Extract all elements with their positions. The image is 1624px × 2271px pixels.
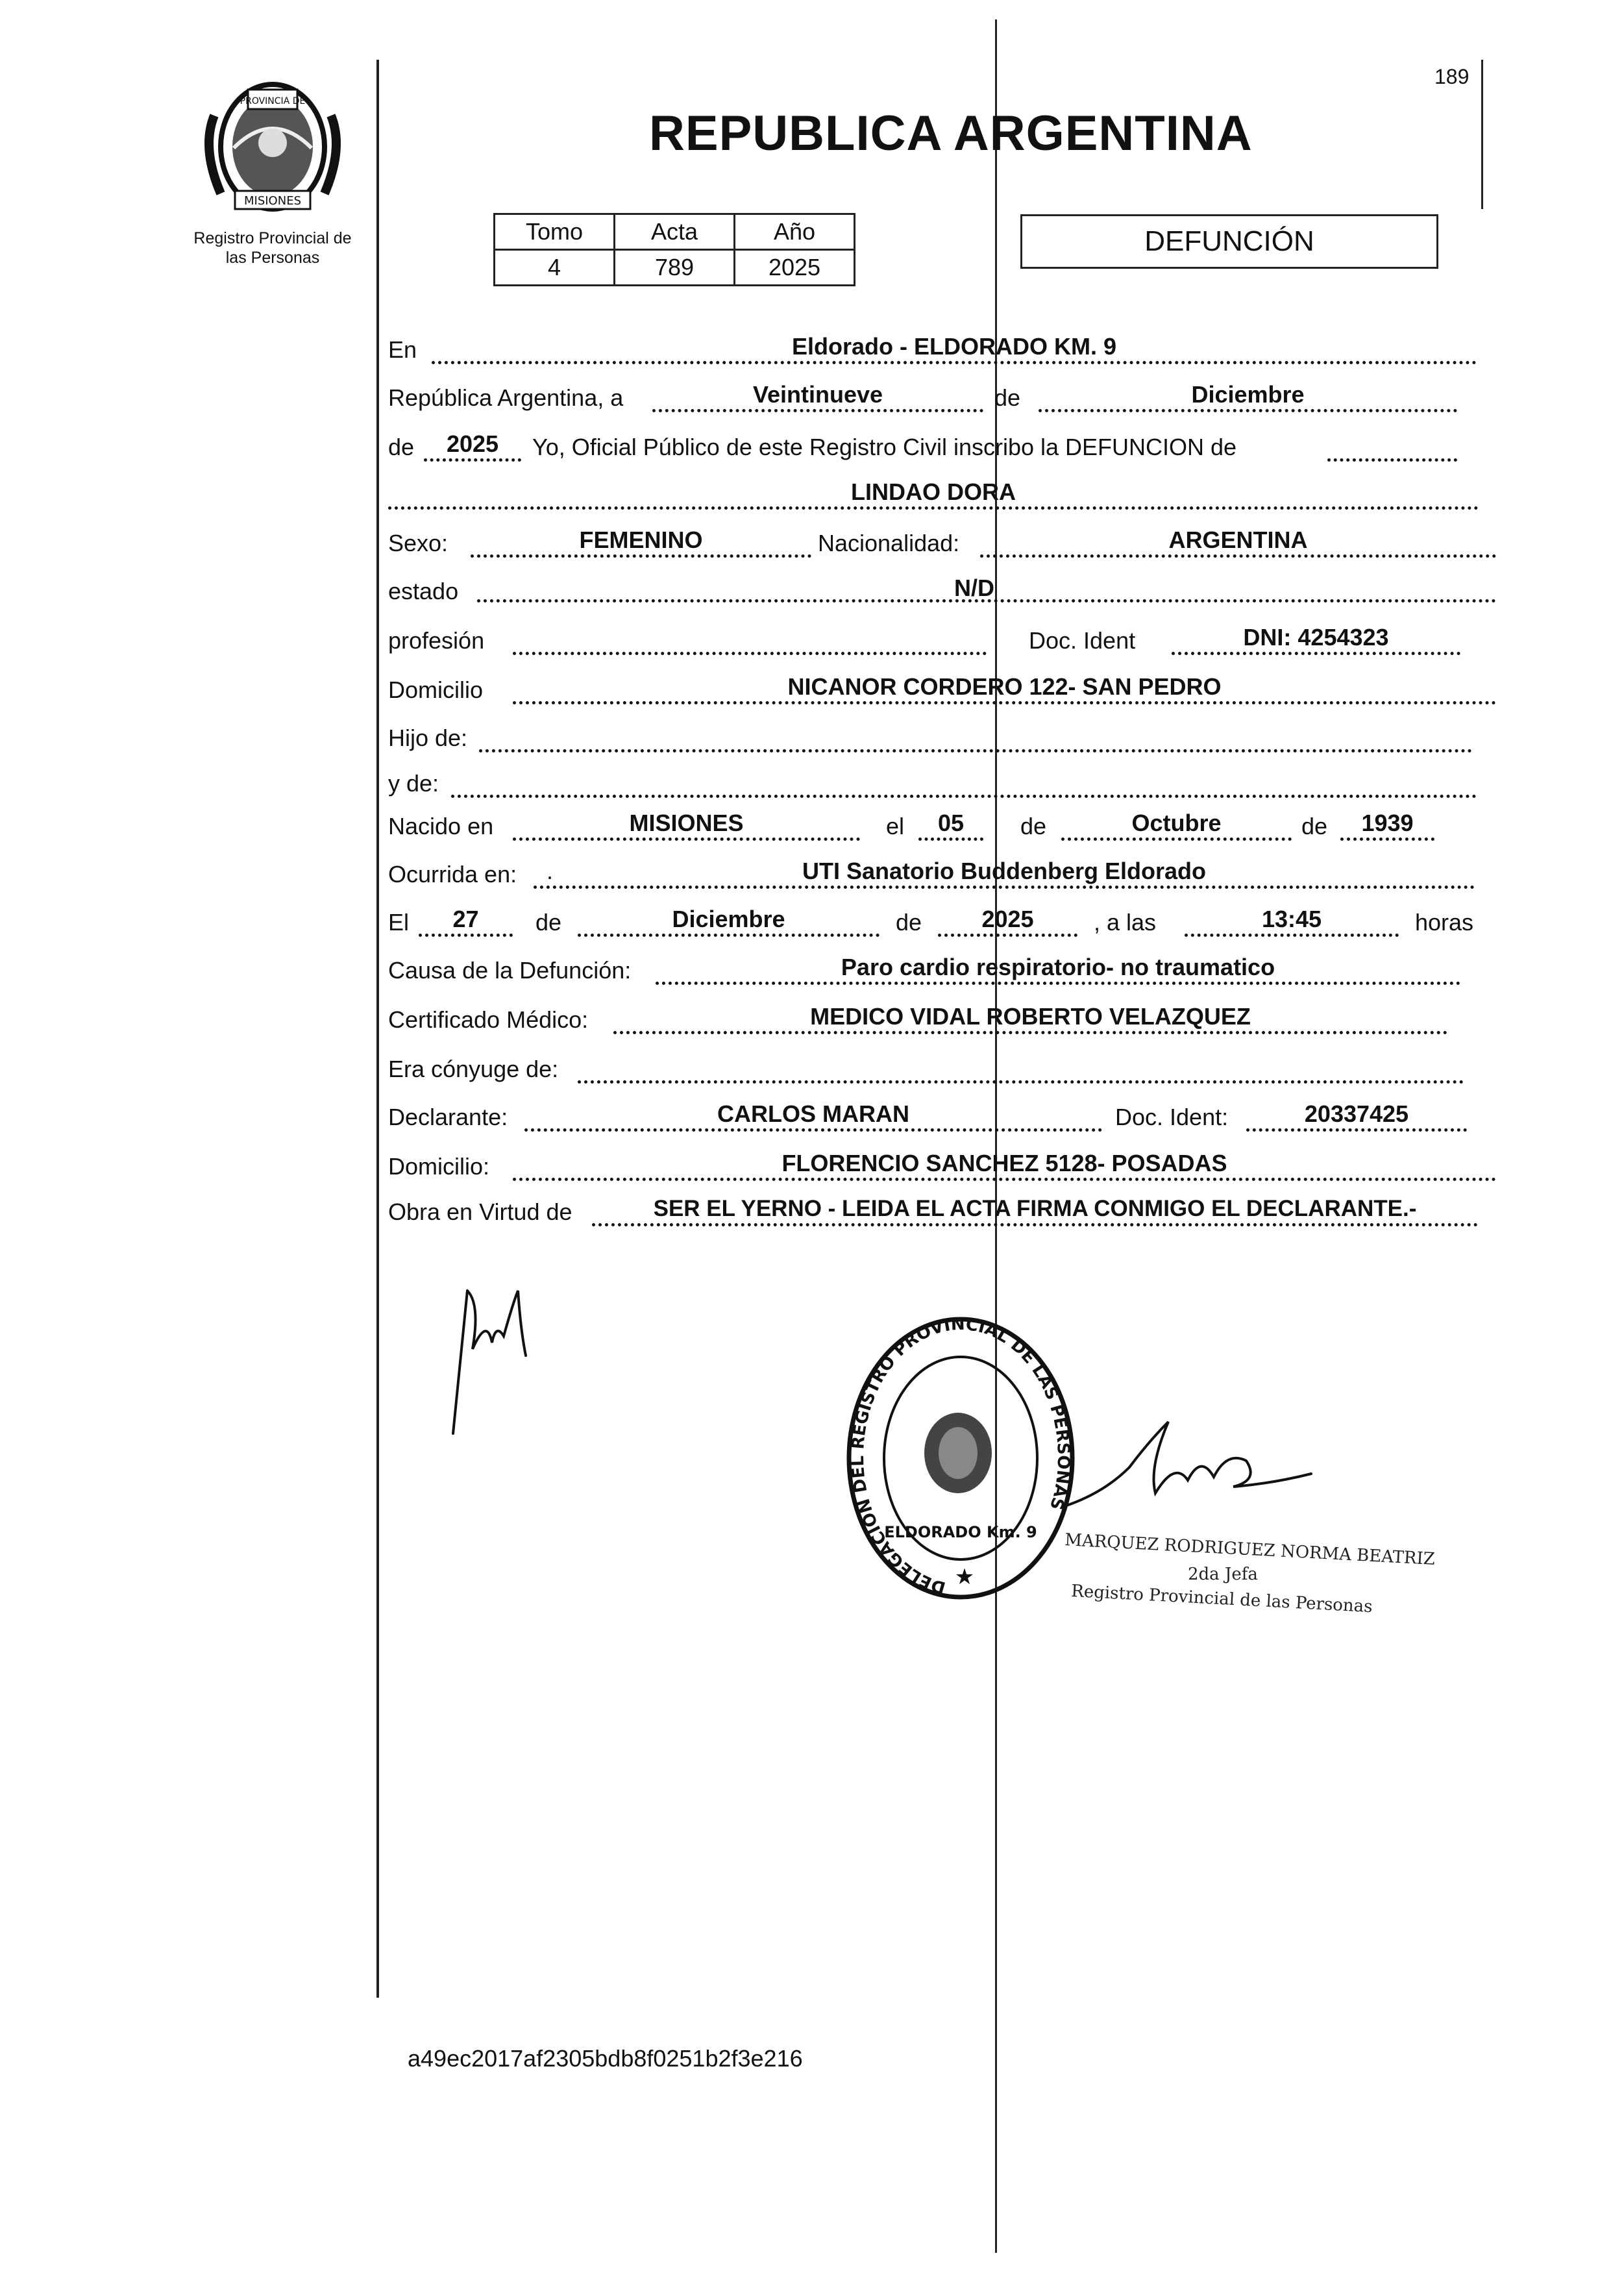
- signature-office: Registro Provincial de las Personas: [1070, 1581, 1373, 1617]
- margin-line-left: [376, 60, 379, 1998]
- field-causa: Paro cardio respiratorio- no traumatico: [656, 953, 1460, 985]
- field-lugar: Eldorado - ELDORADO KM. 9: [432, 332, 1477, 364]
- label-en: En: [388, 336, 417, 363]
- label-sexo: Sexo:: [388, 530, 449, 556]
- label-causa: Causa de la Defunción:: [388, 957, 632, 984]
- label-nacido-en: Nacido en: [388, 813, 494, 839]
- field-nac-dia: 05: [918, 809, 983, 841]
- label-obra: Obra en Virtud de: [388, 1198, 572, 1225]
- field-y-de: [451, 766, 1477, 798]
- signature-registrar: [1052, 1415, 1324, 1513]
- signature-official: [441, 1278, 545, 1440]
- stamp-inner-text: ELDORADO Km. 9: [884, 1523, 1037, 1541]
- stamp-star-icon: ★: [954, 1564, 975, 1590]
- field-nombre: LINDAO DORA: [388, 478, 1479, 510]
- label-oficial: Yo, Oficial Público de este Registro Civil inscribo la DEFUNCION de: [532, 434, 1237, 460]
- label-de-1: de: [994, 384, 1021, 411]
- registry-value-anio: 2025: [735, 250, 855, 286]
- registry-table: [493, 213, 855, 286]
- label-estado: estado: [388, 578, 459, 604]
- field-doc-ident: DNI: 4254323: [1172, 623, 1460, 655]
- field-mes: Diciembre: [1039, 380, 1457, 412]
- field-estado: N/D: [477, 574, 1496, 602]
- label-conyuge: Era cónyuge de:: [388, 1056, 559, 1082]
- field-nacionalidad: ARGENTINA: [980, 526, 1496, 558]
- label-de-5: de: [535, 909, 562, 936]
- stamp-ring-text: DELEGACIÓN DEL REGISTRO PROVINCIAL DE LAS PERSONAS: [848, 1317, 1074, 1598]
- label-de-4: de: [1301, 813, 1328, 839]
- field-domicilio: NICANOR CORDERO 122- SAN PEDRO: [513, 673, 1496, 704]
- margin-line-right: [1481, 60, 1483, 209]
- registry-header-anio: Año: [735, 214, 855, 250]
- field-decl-domicilio: FLORENCIO SANCHEZ 5128- POSADAS: [513, 1149, 1496, 1181]
- field-decl-doc: 20337425: [1246, 1100, 1467, 1132]
- field-hijo-de: [479, 721, 1472, 752]
- field-sexo: FEMENINO: [471, 526, 811, 558]
- registry-value-tomo: 4: [495, 250, 615, 286]
- seal-bottom-text: MISIONES: [243, 194, 302, 208]
- field-certificado: MEDICO VIDAL ROBERTO VELAZQUEZ: [613, 1002, 1447, 1034]
- registry-header-row: [495, 214, 855, 250]
- label-republica: República Argentina, a: [388, 384, 624, 411]
- label-declarante: Declarante:: [388, 1104, 508, 1130]
- label-horas: horas: [1415, 909, 1474, 936]
- label-y-de: y de:: [388, 770, 439, 797]
- label-doc-ident-2: Doc. Ident:: [1115, 1104, 1229, 1130]
- label-de-2: de: [388, 434, 415, 460]
- field-def-dia: 27: [419, 905, 513, 937]
- label-certificado: Certificado Médico:: [388, 1006, 589, 1033]
- record-type-box: DEFUNCIÓN: [1020, 214, 1438, 269]
- provincial-seal: [195, 70, 351, 219]
- field-profesion: [513, 623, 987, 655]
- signature-name: MARQUEZ RODRIGUEZ NORMA BEATRIZ: [1064, 1530, 1436, 1569]
- field-def-anio: 2025: [938, 905, 1077, 937]
- document-hash: a49ec2017af2305bdb8f0251b2f3e216: [408, 2045, 803, 2072]
- page-number: 189: [1434, 65, 1470, 88]
- registry-header-acta: Acta: [615, 214, 735, 250]
- label-el-2: El: [388, 909, 410, 936]
- field-nac-mes: Octubre: [1061, 809, 1292, 841]
- signature-role: 2da Jefa: [1188, 1565, 1258, 1584]
- org-name-line1: Registro Provincial de: [193, 229, 352, 247]
- registry-value-acta: 789: [615, 250, 735, 286]
- label-profesion: profesión: [388, 627, 485, 654]
- registry-header-tomo: Tomo: [495, 214, 615, 250]
- seal-top-text: PROVINCIA DE: [240, 96, 306, 106]
- field-conyuge: [578, 1052, 1464, 1084]
- label-de-3: de: [1020, 813, 1047, 839]
- field-ocurrida: [534, 857, 1475, 889]
- label-a-las: , a las: [1094, 909, 1157, 936]
- label-domicilio-2: Domicilio:: [388, 1153, 490, 1180]
- label-doc-ident: Doc. Ident: [1029, 627, 1136, 654]
- label-ocurrida: Ocurrida en:: [388, 861, 517, 887]
- field-def-hora: 13:45: [1185, 905, 1399, 937]
- label-el: el: [886, 813, 905, 839]
- field-declarante: CARLOS MARAN: [524, 1100, 1102, 1132]
- org-name: [162, 229, 383, 267]
- field-def-mes: Diciembre: [578, 905, 880, 937]
- org-name-line2: las Personas: [225, 249, 320, 267]
- field-oficial-blank: [1327, 430, 1457, 462]
- registry-value-row: [495, 250, 855, 286]
- field-ocurrida-text: UTI Sanatorio Buddenberg Eldorado: [802, 858, 1207, 884]
- field-dia-texto: Veintinueve: [652, 380, 983, 412]
- label-de-6: de: [896, 909, 922, 936]
- label-domicilio: Domicilio: [388, 676, 484, 703]
- field-obra: SER EL YERNO - LEIDA EL ACTA FIRMA CONMIGO EL DECLARANTE.-: [592, 1195, 1478, 1226]
- label-nacionalidad: Nacionalidad:: [818, 530, 960, 556]
- page-title: REPUBLICA ARGENTINA: [649, 106, 1253, 161]
- label-hijo-de: Hijo de:: [388, 725, 468, 751]
- official-stamp: [844, 1317, 1077, 1610]
- ocurrida-mark: .: [547, 858, 554, 884]
- field-nac-anio: 1939: [1340, 809, 1434, 841]
- field-anio: 2025: [424, 430, 521, 462]
- field-nacido-en: MISIONES: [513, 809, 860, 841]
